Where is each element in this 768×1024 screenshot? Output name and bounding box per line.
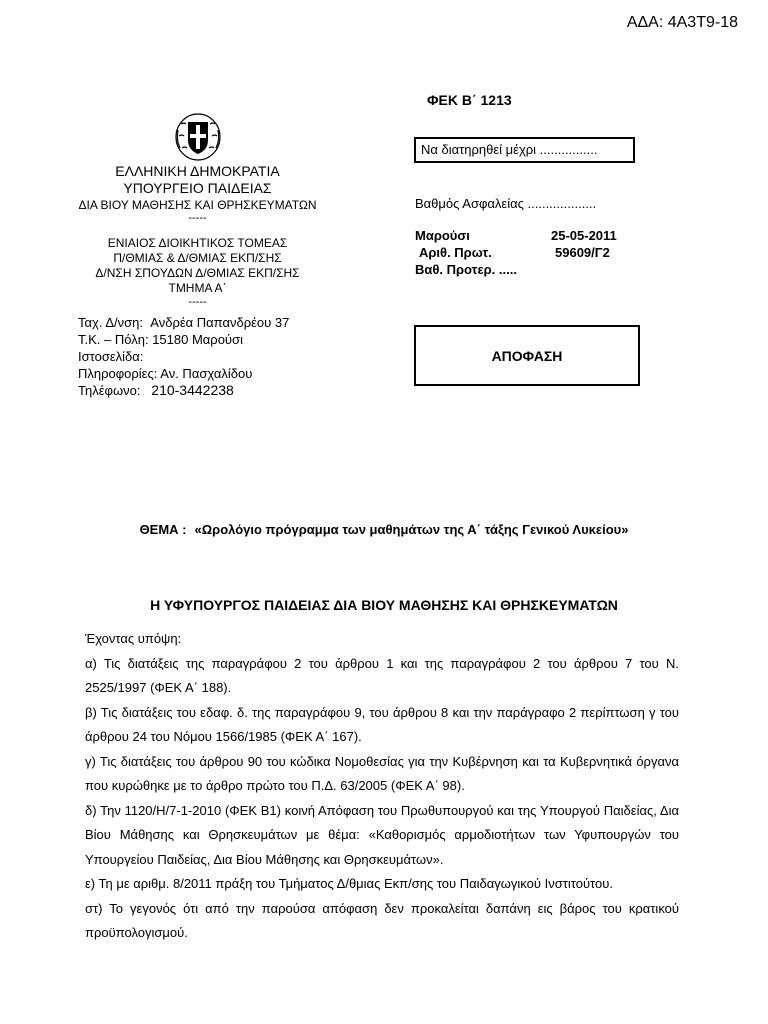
separator: ----- <box>188 212 207 224</box>
ministry-subtitle: ΔΙΑ ΒΙΟΥ ΜΑΘΗΣΗΣ ΚΑΙ ΘΡΗΣΚΕΥΜΑΤΩΝ <box>78 198 317 212</box>
protocol-value: 59609/Γ2 <box>555 245 610 260</box>
fek-reference: ΦΕΚ Β΄ 1213 <box>427 92 512 108</box>
info-label: Πληροφορίες: <box>78 366 158 381</box>
separator: ----- <box>188 296 207 308</box>
security-level: Βαθμός Ασφαλείας ................... <box>415 196 597 211</box>
subject-text: «Ωρολόγιο πρόγραμμα των μαθημάτων της Α΄ τάξης Γενικού Λυκείου» <box>194 522 629 537</box>
phone-label: Τηλέφωνο: <box>78 383 141 398</box>
protocol-label: Αριθ. Πρωτ. <box>419 245 492 260</box>
place: Μαρούσι <box>415 228 470 243</box>
sector-line: Π/ΘΜΙΑΣ & Δ/ΘΜΙΑΣ ΕΚΠ/ΣΗΣ <box>113 251 282 265</box>
city-value: 15180 Μαρούσι <box>152 332 243 347</box>
body-item: στ) Το γεγονός ότι από την παρούσα απόφαση δεν προκαλείται δαπάνη εις βάρος του κρατικού προϋπολογισμού. <box>85 900 679 940</box>
phone-value: 210-3442238 <box>151 382 234 398</box>
info-value: Αν. Πασχαλίδου <box>160 366 253 381</box>
sector-line: ΕΝΙΑΙΟΣ ΔΙΟΙΚΗΤΙΚΟΣ ΤΟΜΕΑΣ <box>107 236 288 250</box>
subject-label: ΘΕΜΑ : <box>139 522 187 537</box>
website-label: Ιστοσελίδα: <box>78 349 144 364</box>
address-label: Ταχ. Δ/νση: <box>78 315 144 330</box>
subject-line <box>0 522 768 537</box>
sector-line: Δ/ΝΣΗ ΣΠΟΥΔΩΝ Δ/ΘΜΙΑΣ ΕΚΠ/ΣΗΣ <box>95 266 300 280</box>
body-item: ε) Τη με αριθμ. 8/2011 πράξη του Τμήματος Δ/θμιας Εκπ/σης του Παιδαγωγικού Ινστιτούτου. <box>85 876 613 891</box>
sector-line: ΤΜΗΜΑ Α΄ <box>168 281 227 295</box>
contact-block <box>78 314 289 399</box>
body-intro: Έχοντας υπόψη: <box>85 631 182 646</box>
coat-of-arms-icon <box>172 110 224 162</box>
city-label: Τ.Κ. – Πόλη: <box>78 332 149 347</box>
address-value: Ανδρέα Παπανδρέου 37 <box>150 315 290 330</box>
ministry-title: ΥΠΟΥΡΓΕΙΟ ΠΑΙΔΕΙΑΣ <box>123 180 272 196</box>
ada-number: ΑΔΑ: 4Α3Τ9-18 <box>626 14 738 31</box>
body-item: γ) Τις διατάξεις του άρθρου 90 του κώδικα Νομοθεσίας για την Κυβέρνηση και τα Κυβερνητικά όργανα που κυρώθηκε με το άρθρο πρώτο του Π.Δ. 63/2005 (ΦΕΚ Α΄ 98). <box>85 753 679 793</box>
body-item: δ) Την 1120/Η/7-1-2010 (ΦΕΚ Β1) κοινή Απόφαση του Πρωθυπουργού και της Υπουργού Παιδείας, Δια Βίου Μάθησης και Θρησκευμάτων με θέμα: «Καθορισμός αρμοδιοτήτων των Υφυπουργών του Υπουργείου Παιδείας, Δια Βίου Μάθησης και Θρησκευμάτων». <box>85 802 679 867</box>
document-body <box>85 627 679 946</box>
issuer-heading: Η ΥΦΥΠΟΥΡΓΟΣ ΠΑΙΔΕΙΑΣ ΔΙΑ ΒΙΟΥ ΜΑΘΗΣΗΣ ΚΑΙ ΘΡΗΣΚΕΥΜΑΤΩΝ <box>150 597 618 613</box>
authority-header <box>60 163 335 197</box>
sector-block <box>60 236 335 296</box>
body-item: α) Τις διατάξεις της παραγράφου 2 του άρθρου 1 και της παραγράφου 2 του άρθρου 7 του Ν. 2525/1997 (ΦΕΚ Α΄ 188). <box>85 655 679 695</box>
keep-until-box: Να διατηρηθεί μέχρι ................ <box>414 137 635 163</box>
priority-level: Βαθ. Προτερ. ..... <box>415 262 517 277</box>
body-item: β) Τις διατάξεις του εδαφ. δ. της παραγράφου 9, του άρθρου 8 και την παράγραφο 2 περίπτωση γ του άρθρου 24 του Νόμου 1566/1985 (ΦΕΚ Α΄ 167). <box>85 704 679 744</box>
decision-title: ΑΠΟΦΑΣΗ <box>414 325 640 386</box>
date: 25-05-2011 <box>551 228 617 243</box>
republic-title: ΕΛΛΗΝΙΚΗ ΔΗΜΟΚΡΑΤΙΑ <box>115 163 280 179</box>
